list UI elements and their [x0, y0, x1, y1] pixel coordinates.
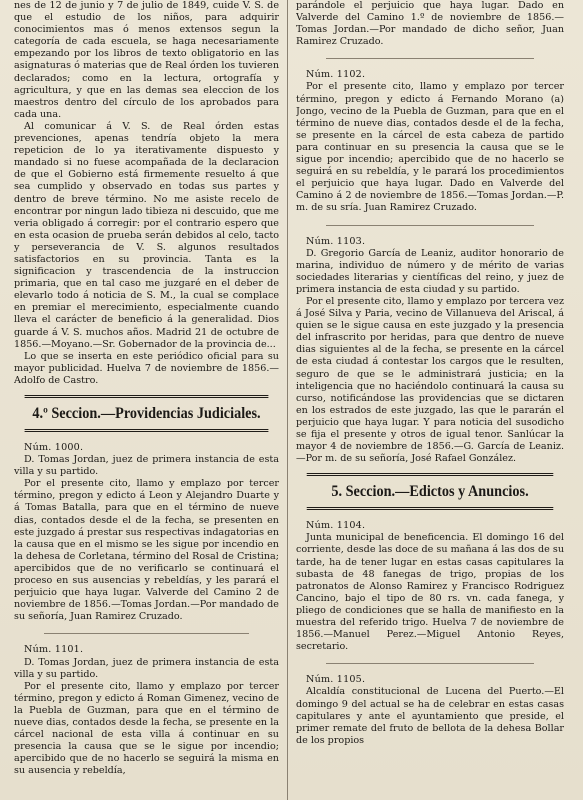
notice-1000-paragraph: D. Tomas Jordan, juez de primera instancia de esta villa y su partido. — [14, 454, 279, 478]
carryover-paragraph: parándole el perjuicio que haya lugar. Dado en Valverde del Camino 1.º de noviembre de 1856.—Tomas Jordan.—Por mandado de dicho señor, Juan Ramirez Cruzado. — [296, 0, 564, 48]
notice-number-1104: Núm. 1104. — [306, 520, 366, 532]
section-5-title: 5. Seccion.—Edictos y Anuncios. — [307, 473, 554, 510]
notice-1103-paragraph: D. Gregorio García de Leaniz, auditor honorario de marina, individuo de número y de mérito de varias sociedades literarias y científicas del reino, y juez de primera instancia de esta ciudad y su partido. — [296, 247, 564, 295]
notice-1000-paragraph: Por el presente cito, llamo y emplazo por tercer término, pregon y edicto á Leon y Alejandro Duarte y á Tomas Batalla, para que en el término de nueve dias, contados desde el de la fecha, se presenten en este juzgado á prestar sus respectivas indagatorias en la causa que en el mismo se les sigue por incendio en la dehesa de Corletana, término del Rosal de Cristina; apercibidos que de no verificarlo se continuará el proceso en sus ausencias y rebeldías, y les parará el perjuicio que haya lugar. Valverde del Camino 2 de noviembre de 1856.—Tomas Jordan.—Por mandado de su señoría, Juan Ramirez Cruzado. — [14, 478, 279, 623]
notice-number-1102: Núm. 1102. — [306, 69, 366, 81]
column-divider — [287, 0, 288, 800]
notice-number-1103: Núm. 1103. — [306, 235, 366, 247]
notice-divider — [326, 663, 534, 664]
right-column — [296, 0, 564, 800]
notice-1103-paragraph: Por el presente cito, llamo y emplazo por tercera vez á José Silva y Paria, vecino de Villanueva del Ariscal, á quien se le sigue causa en este juzgado y la presencia del infrascrito por heridas, para que dentro de nueve dias siguientes al de la fecha, se presente en la cárcel de esta ciudad á contestar los cargos que le resulten, seguro de que se le administrará justicia; en la inteligencia que no haciéndolo continuará la causa su curso, notificándose las providencias que se dictaren en los estrados de este juzgado, las que le pararán el perjuicio que haya lugar. Y para noticia del susodicho se fija el presente y otros de igual tenor. Sanlúcar la mayor 4 de noviembre de 1856.—G. García de Leaniz.—Por m. de su señoría, José Rafael González. — [296, 295, 564, 465]
intro-paragraph: nes de 12 de junio y 7 de julio de 1849, cuide V. S. de que el estudio de los niños, para adquirir conocimientos mas ó menos extensos segun la categoría de cada escuela, se haga necesariamente empezando por los libros de texto obligatorio en las asignaturas ó materias que de Real órden los tuvieren declarados; como en la lectura, ortografía y agricultura, y que en las demas sea eleccion de los maestros dentro del círculo de los aprobados para cada una. — [14, 0, 279, 120]
notice-divider — [326, 58, 534, 59]
notice-divider — [44, 633, 249, 634]
notice-number-1000: Núm. 1000. — [24, 442, 84, 453]
notice-1105-paragraph: Alcaldía constitucional de Lucena del Puerto.—El domingo 9 del actual se ha de celebrar en estas casas capitulares y ante el ayuntamiento que preside, el primer remate del fruto de bellota de la dehesa Bollar de los propios — [296, 686, 564, 746]
notice-divider — [326, 225, 534, 226]
notice-number-1101: Núm. 1101. — [24, 644, 84, 656]
intro-paragraph: Al comunicar á V. S. de Real órden estas prevenciones, apenas tendría objeto la mera repeticion de lo ya iterativamente dispuesto y mandado si no fuese acompañada de la declaracion de que el Gobierno está firmemente resuelto á que sea cumplido y observado en todas sus partes y dentro de breve término. No me asiste recelo de encontrar por ningun lado tibieza ni descuido, que me veria obligado á corregir: por el contrario espero que en esta ocasion de prueba serán debidos al celo, tacto y perseverancia de V. S. algunos resultados satisfactorios en su provincia. Tanta es la significacion y trascendencia de la instruccion primaria, que en tal caso me juzgaré en el deber de elevarlo todo á noticia de S. M., la cual se complace en premiar el merecimiento, especialmente cuando lleva el carácter de beneficio á la generalidad. Dios guarde á V. S. muchos años. Madrid 21 de octubre de 1856.—Moyano.—Sr. Gobernador de la provincia de... — [14, 120, 279, 350]
intro-paragraph: Lo que se inserta en este periódico oficial para su mayor publicidad. Huelva 7 de noviembre de 1856.—Adolfo de Castro. — [14, 350, 279, 386]
notice-1102-paragraph: Por el presente cito, llamo y emplazo por tercer término, pregon y edicto á Fernando Morano (a) Jongo, vecino de la Puebla de Guzman, para que en el término de nueve dias, contados desde el de la fecha, se presente en la cárcel de esta cabeza de partido para continuar en su presencia la causa que se le sigue por incendio; apercibido que de no hacerlo se seguirá en su rebeldía, y le parará los procedimientos el perjuicio que haya lugar. Dado en Valverde del Camino á 2 de noviembre de 1856.—Tomas Jordan.—P. m. de su sría. Juan Ramirez Cruzado. — [296, 81, 564, 214]
notice-1101-paragraph: Por el presente cito, llamo y emplazo por tercer término, pregon y edicto á Roman Gimenez, vecino de la Puebla de Guzman, para que en el término de nueve dias, contados desde la fecha, se presente en la cárcel nacional de esta villa á continuar en su presencia la causa que se le sigue por incendio; apercibido que de no hacerlo se seguirá la misma en su ausencia y rebeldía, — [14, 680, 279, 777]
left-column — [14, 0, 279, 800]
notice-1104-paragraph: Junta municipal de beneficencia. El domingo 16 del corriente, desde las doce de su mañana á las dos de su tarde, ha de tener lugar en estas casas capitulares la subasta de 48 fanegas de trigo, propias de los patronatos de Alonso Ramirez y Francisco Rodriguez Cancino, bajo el tipo de 80 rs. vn. cada fanega, y pliego de condiciones que se halla de manifiesto en la muestra del referido trigo. Huelva 7 de noviembre de 1856.—Manuel Perez.—Miguel Antonio Reyes, secretario. — [296, 532, 564, 653]
notice-number-1105: Núm. 1105. — [306, 674, 366, 686]
notice-1101-paragraph: D. Tomas Jordan, juez de primera instancia de esta villa y su partido. — [14, 656, 279, 680]
section-4-title: 4.º Seccion.—Providencias Judiciales. — [25, 395, 269, 432]
